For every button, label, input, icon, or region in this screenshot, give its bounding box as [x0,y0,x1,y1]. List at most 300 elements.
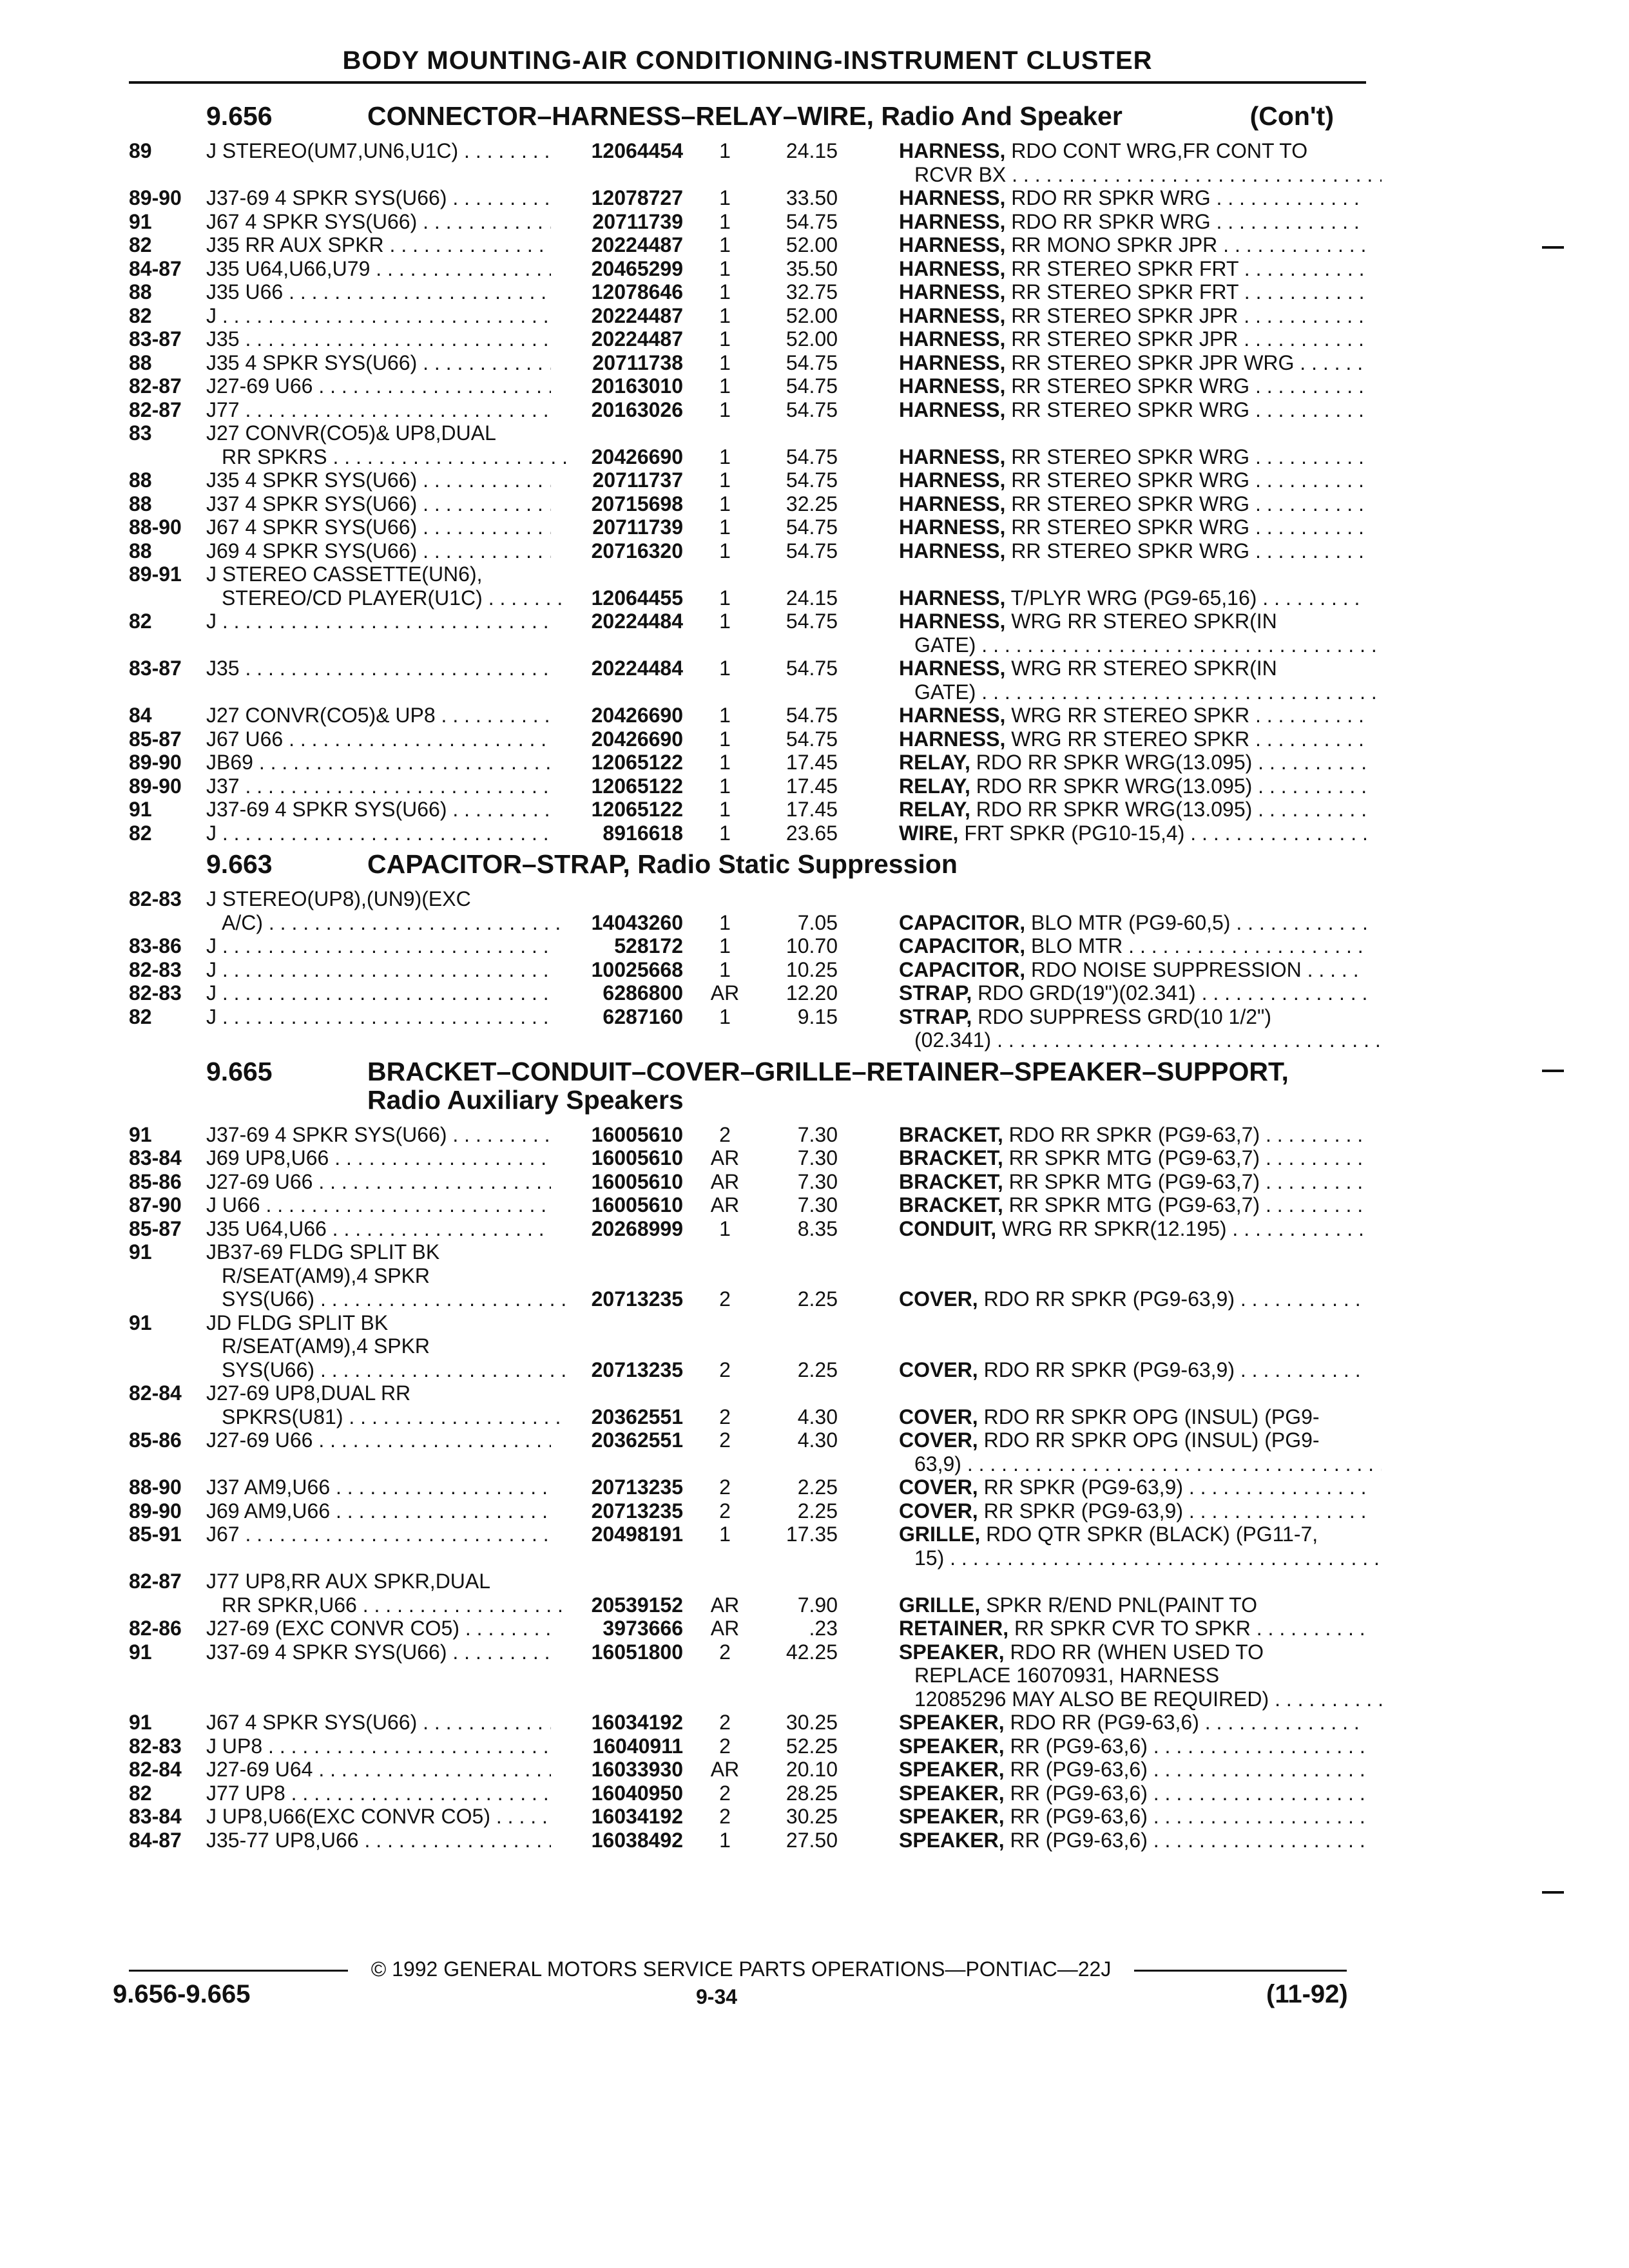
continued-label: (Con't) [1249,101,1334,131]
part-name [899,1640,1366,1664]
part-name-detail: RR STEREO SPKR WRG [1011,492,1250,515]
model-years: 89-91 [129,562,182,586]
part-name-detail: RR (PG9-63,6) [1010,1781,1148,1805]
part-name [899,657,1366,680]
table-row [129,704,1366,727]
table-row [129,139,1366,163]
part-number: 6286800 [602,981,683,1004]
part-name [899,1523,1366,1546]
part-name-detail: RR SPKR MTG (PG9-63,7) [1008,1169,1260,1193]
usage-description: J77 . . . [206,398,551,422]
usage-description: J35 4 SPKR SYS(U66) . . . [206,468,551,492]
part-name-keyword: CONDUIT, [899,1216,997,1240]
part-name-keyword: HARNESS, [899,280,1006,303]
quantity: 1 [719,327,731,351]
part-name [899,1287,1366,1311]
price: 35.50 [786,256,838,280]
part-name-keyword: COVER, [899,1287,978,1311]
usage-description: J37-69 4 SPKR SYS(U66) . . . [206,1123,551,1147]
model-years: 83-87 [129,327,182,351]
model-years: 82-87 [129,374,182,398]
part-name-keyword: CAPACITOR, [899,957,1026,981]
section-heading [129,850,1366,878]
part-name [899,280,1366,304]
part-name [899,981,1366,1005]
usage-description: J37-69 4 SPKR SYS(U66) . . . [206,1640,551,1664]
part-name-keyword: HARNESS, [899,256,1006,280]
part-name [899,1711,1366,1735]
part-name-detail: RR STEREO SPKR WRG [1011,398,1250,421]
part-name [899,1687,1382,1711]
table-row [129,1523,1366,1546]
table-row-continuation [129,1405,1366,1429]
model-years: 82 [129,303,152,327]
margin-mark [1542,1891,1564,1894]
model-years: 88 [129,280,152,303]
model-years: 83-84 [129,1146,182,1169]
part-name-keyword: SPEAKER, [899,1805,1005,1828]
part-number: 20163010 [591,374,683,398]
table-row [129,1217,1366,1241]
table-row [129,492,1366,516]
part-number: 20224487 [591,327,683,351]
price: 27.50 [786,1828,838,1852]
section-subtitle: Radio Static Suppression [637,849,958,879]
usage-description: RR SPKR,U66 . . . [206,1593,566,1617]
quantity: 1 [719,280,731,303]
usage-description: J STEREO(UP8),(UN9)(EXC [206,887,471,910]
price: 54.75 [786,209,838,233]
table-row [129,774,1366,798]
usage-description: R/SEAT(AM9),4 SPKR [222,1264,430,1287]
part-number: 20362551 [591,1405,683,1428]
model-years: 82-83 [129,887,182,910]
part-number: 16034192 [591,1805,683,1828]
part-name [899,327,1366,351]
quantity: 1 [719,957,731,981]
part-number: 12065122 [591,751,683,774]
model-years: 89 [129,139,152,162]
part-name-detail: RR STEREO SPKR JPR [1011,327,1239,351]
part-number: 16040950 [591,1781,683,1805]
part-number: 20426690 [591,704,683,727]
usage-description: J27-69 U66 . . . [206,374,551,398]
part-name-keyword: HARNESS, [899,186,1006,209]
part-number: 20426690 [591,727,683,751]
price: 7.30 [797,1193,838,1216]
quantity: 2 [719,1734,731,1758]
part-name [899,233,1366,257]
quantity: 2 [719,1805,731,1828]
part-name [899,1735,1366,1758]
part-name-keyword: CAPACITOR, [899,934,1026,957]
quantity: 2 [719,1358,731,1381]
price: 52.25 [786,1734,838,1758]
table-row [129,1123,1366,1147]
usage-description: J . . . [206,610,551,633]
part-name-keyword: HARNESS, [899,374,1006,398]
price: 30.25 [786,1711,838,1734]
part-name-keyword: GRILLE, [899,1593,981,1617]
model-years: 82 [129,233,152,256]
part-name-detail: T/PLYR WRG (PG9-65,16) [1010,586,1257,610]
part-name-detail: 12085296 MAY ALSO BE REQUIRED) [914,1687,1269,1711]
price: 17.35 [786,1523,838,1546]
part-name [899,704,1366,727]
table-row [129,610,1366,633]
model-years: 83 [129,421,152,445]
part-name-keyword: HARNESS, [899,398,1006,421]
price: 7.30 [797,1146,838,1169]
table-row-continuation [129,163,1366,187]
footer-date: (11-92) [1266,1980,1348,2008]
part-name-detail: RCVR BX [914,162,1007,186]
model-years: 82 [129,1004,152,1028]
section-heading [129,1057,1366,1114]
price: 54.75 [786,398,838,421]
price: 30.25 [786,1805,838,1828]
quantity: AR [710,1146,740,1169]
part-name-keyword: BRACKET, [899,1169,1003,1193]
model-years: 87-90 [129,1193,182,1216]
quantity: 1 [719,492,731,515]
table-row [129,210,1366,234]
part-name-detail: RR STEREO SPKR JPR WRG [1011,351,1295,374]
part-name-detail: WRG RR STEREO SPKR(IN [1011,657,1277,680]
model-years: 88 [129,351,152,374]
part-name [899,539,1366,563]
part-number: 20224487 [591,303,683,327]
part-name-keyword: BRACKET, [899,1122,1003,1146]
quantity: 2 [719,1122,731,1146]
table-row [129,327,1366,351]
table-row-continuation [129,1664,1366,1687]
part-name-detail: RR SPKR MTG (PG9-63,7) [1008,1193,1260,1216]
part-name [899,1664,1382,1687]
footer-copyright: © 1992 GENERAL MOTORS SERVICE PARTS OPERATIONS—PONTIAC—22J [371,1957,1112,1981]
usage-description: J67 U66 . . . [206,727,551,751]
part-number: 16038492 [591,1828,683,1852]
price: 52.00 [786,233,838,256]
part-name-keyword: SPEAKER, [899,1758,1005,1781]
part-name-detail: (02.341) [914,1028,992,1052]
usage-description: J . . . [206,981,551,1005]
model-years: 82-83 [129,1734,182,1758]
part-name-keyword: HARNESS, [899,539,1006,562]
part-name [899,398,1366,422]
part-number: 20426690 [591,445,683,468]
part-name [899,1358,1366,1382]
usage-description: J35 4 SPKR SYS(U66) . . . [206,351,551,375]
part-name [899,1499,1366,1523]
usage-description: J67 4 SPKR SYS(U66) . . . [206,210,551,234]
part-name-detail: RDO RR SPKR OPG (INSUL) (PG9- [983,1405,1320,1428]
part-name [899,492,1366,516]
part-number: 20362551 [591,1428,683,1452]
model-years: 83-87 [129,657,182,680]
part-name [899,1146,1366,1170]
table-row [129,1640,1366,1664]
part-name-detail: RDO SUPPRESS GRD(10 1/2") [978,1004,1272,1028]
part-number: 20539152 [591,1593,683,1617]
price: 52.00 [786,327,838,351]
part-name-detail: RR STEREO SPKR WRG [1011,468,1250,492]
price: 7.90 [797,1593,838,1617]
part-number: 20715698 [591,492,683,515]
usage-description: J . . . [206,822,551,845]
part-number: 14043260 [591,910,683,934]
part-name-keyword: HARNESS, [899,515,1006,539]
price: 54.75 [786,468,838,492]
price: 17.45 [786,774,838,798]
part-name [899,633,1382,657]
part-name-detail: RR STEREO SPKR JPR [1011,303,1239,327]
table-row [129,1170,1366,1194]
model-years: 85-91 [129,1523,182,1546]
part-name [899,1005,1366,1029]
footer-page-number: 9-34 [696,1985,738,2008]
part-number: 528172 [614,934,683,957]
part-number: 6287160 [602,1004,683,1028]
table-row-continuation [129,680,1366,704]
quantity: AR [710,1758,740,1781]
table-row-continuation [129,911,1366,935]
price: 33.50 [786,186,838,209]
part-number: 16034192 [591,1711,683,1734]
price: 54.75 [786,351,838,374]
table-row [129,186,1366,210]
model-years: 82-84 [129,1381,182,1405]
table-row [129,233,1366,257]
part-name [899,1428,1366,1452]
price: 54.75 [786,657,838,680]
price: 2.25 [797,1499,838,1523]
table-row [129,421,1366,445]
part-name-detail: 63,9) [914,1452,961,1475]
part-name-detail: RR (PG9-63,6) [1010,1805,1148,1828]
part-number: 10025668 [591,957,683,981]
usage-description: J UP8 . . . [206,1735,551,1758]
part-name [899,304,1366,328]
part-number: 20498191 [591,1523,683,1546]
part-name [899,1452,1382,1476]
part-name-keyword: HARNESS, [899,139,1006,162]
usage-description: J35 U64,U66 . . . [206,1217,551,1241]
part-name-keyword: COVER, [899,1499,978,1523]
model-years: 89-90 [129,751,182,774]
part-name-detail: WRG RR STEREO SPKR(IN [1011,610,1277,633]
part-name [899,1193,1366,1217]
usage-description: J67 . . . [206,1523,551,1546]
model-years: 82-83 [129,957,182,981]
part-name-detail: RDO RR SPKR WRG [1011,186,1211,209]
table-row-continuation [129,1264,1366,1288]
price: 9.15 [797,1004,838,1028]
part-name-keyword: HARNESS, [899,351,1006,374]
price: 54.75 [786,445,838,468]
table-row [129,562,1366,586]
part-number: 12065122 [591,798,683,821]
price: 54.75 [786,539,838,562]
part-number: 12078727 [591,186,683,209]
part-name [899,934,1366,958]
table-row-continuation [129,1687,1366,1711]
section-subtitle: Radio Auxiliary Speakers [367,1084,684,1115]
quantity: 1 [719,468,731,492]
quantity: 1 [719,139,731,162]
part-name [899,1805,1366,1829]
usage-description: J STEREO(UM7,UN6,U1C) . . . [206,139,551,163]
part-name-detail: RR STEREO SPKR WRG [1011,445,1250,468]
usage-description: J35 RR AUX SPKR . . . [206,233,551,257]
model-years: 88-90 [129,1475,182,1499]
section-title [367,1057,1353,1114]
model-years: 82 [129,610,152,633]
part-number: 16005610 [591,1146,683,1169]
price: 7.30 [797,1122,838,1146]
part-number: 20713235 [591,1287,683,1311]
price: 42.25 [786,1640,838,1664]
parts-listing [129,97,1366,1852]
usage-description: J U66 . . . [206,1193,551,1217]
table-row [129,1311,1366,1335]
part-name [899,445,1366,469]
usage-description: J35 . . . [206,657,551,680]
part-name [899,210,1366,234]
part-name-keyword: GRILLE, [899,1523,981,1546]
table-row [129,1193,1366,1217]
part-number: 12065122 [591,774,683,798]
price: 32.75 [786,280,838,303]
part-name [899,822,1366,845]
table-row [129,1381,1366,1405]
usage-description: J67 4 SPKR SYS(U66) . . . [206,515,551,539]
part-name-keyword: CAPACITOR, [899,910,1026,934]
usage-description: STEREO/CD PLAYER(U1C) . . . [206,586,566,610]
price: 17.45 [786,798,838,821]
quantity: 1 [719,1828,731,1852]
model-years: 88 [129,492,152,515]
model-years: 82 [129,1781,152,1805]
part-name [899,1758,1366,1782]
usage-description: A/C) . . . [206,911,566,935]
part-name-keyword: HARNESS, [899,209,1006,233]
quantity: AR [710,981,740,1004]
part-name-keyword: HARNESS, [899,727,1006,751]
part-name [899,911,1366,935]
part-name-keyword: RELAY, [899,798,970,821]
usage-description: JB69 . . . [206,751,551,774]
part-name [899,751,1366,774]
table-row [129,1805,1366,1829]
part-name [899,727,1366,751]
price: 28.25 [786,1781,838,1805]
table-row [129,280,1366,304]
price: 4.30 [797,1428,838,1452]
part-name [899,1546,1382,1570]
part-name [899,1123,1366,1147]
model-years: 91 [129,1640,152,1664]
part-number: 16033930 [591,1758,683,1781]
quantity: AR [710,1593,740,1617]
table-row [129,1005,1366,1029]
quantity: 2 [719,1428,731,1452]
part-name-detail: RDO CONT WRG,FR CONT TO [1011,139,1308,162]
model-years: 85-86 [129,1169,182,1193]
part-name-detail: RR SPKR (PG9-63,9) [983,1499,1183,1523]
part-name-detail: BLO MTR [1031,934,1123,957]
part-name-keyword: HARNESS, [899,657,1006,680]
model-years: 82-83 [129,981,182,1004]
table-row [129,1782,1366,1805]
part-name-keyword: COVER, [899,1428,978,1452]
part-name [899,586,1366,610]
section-number: 9.665 [206,1056,273,1086]
part-number: 20713235 [591,1358,683,1381]
table-row [129,1735,1366,1758]
part-name-detail: RR (PG9-63,6) [1010,1828,1148,1852]
footer-rule-left [129,1970,348,1972]
usage-description: J35 U66 . . . [206,280,551,304]
part-name [899,1170,1366,1194]
part-name-keyword: BRACKET, [899,1193,1003,1216]
quantity: 1 [719,233,731,256]
model-years: 89-90 [129,774,182,798]
table-row-continuation [129,1452,1366,1476]
usage-description: J27-69 U66 . . . [206,1170,551,1194]
model-years: 91 [129,1122,152,1146]
table-row [129,374,1366,398]
model-years: 84-87 [129,256,182,280]
price: 52.00 [786,303,838,327]
part-name-keyword: SPEAKER, [899,1640,1005,1664]
part-name-keyword: HARNESS, [899,468,1006,492]
usage-description: J27-69 U66 . . . [206,1428,551,1452]
part-name-detail: RR (PG9-63,6) [1010,1734,1148,1758]
price: 10.70 [786,934,838,957]
quantity: 1 [719,1216,731,1240]
table-row-continuation [129,1287,1366,1311]
usage-description: J69 AM9,U66 . . . [206,1499,551,1523]
page-title: BODY MOUNTING-AIR CONDITIONING-INSTRUMENT CLUSTER [342,46,1153,75]
part-number: 20711738 [592,351,683,374]
table-row [129,1499,1366,1523]
price: 54.75 [786,374,838,398]
usage-description: J69 UP8,U66 . . . [206,1146,551,1170]
part-name-detail: RR STEREO SPKR FRT [1011,256,1239,280]
quantity: AR [710,1193,740,1216]
section-subtitle: Radio And Speaker [881,101,1123,131]
part-name [899,515,1366,539]
model-years: 88 [129,468,152,492]
part-number: 20163026 [591,398,683,421]
part-name [899,680,1382,704]
model-years: 85-87 [129,1216,182,1240]
part-name [899,798,1366,822]
table-row [129,1617,1366,1640]
usage-description: J . . . [206,958,551,982]
part-name-keyword: HARNESS, [899,303,1006,327]
table-row [129,1428,1366,1452]
price: 7.30 [797,1169,838,1193]
usage-description: J27 CONVR(CO5)& UP8,DUAL [206,421,496,445]
part-name-keyword: HARNESS, [899,445,1006,468]
price: .23 [809,1617,838,1640]
table-row-continuation [129,1028,1366,1052]
part-name-detail: RR STEREO SPKR WRG [1011,374,1250,398]
quantity: 1 [719,798,731,821]
model-years: 82-84 [129,1758,182,1781]
